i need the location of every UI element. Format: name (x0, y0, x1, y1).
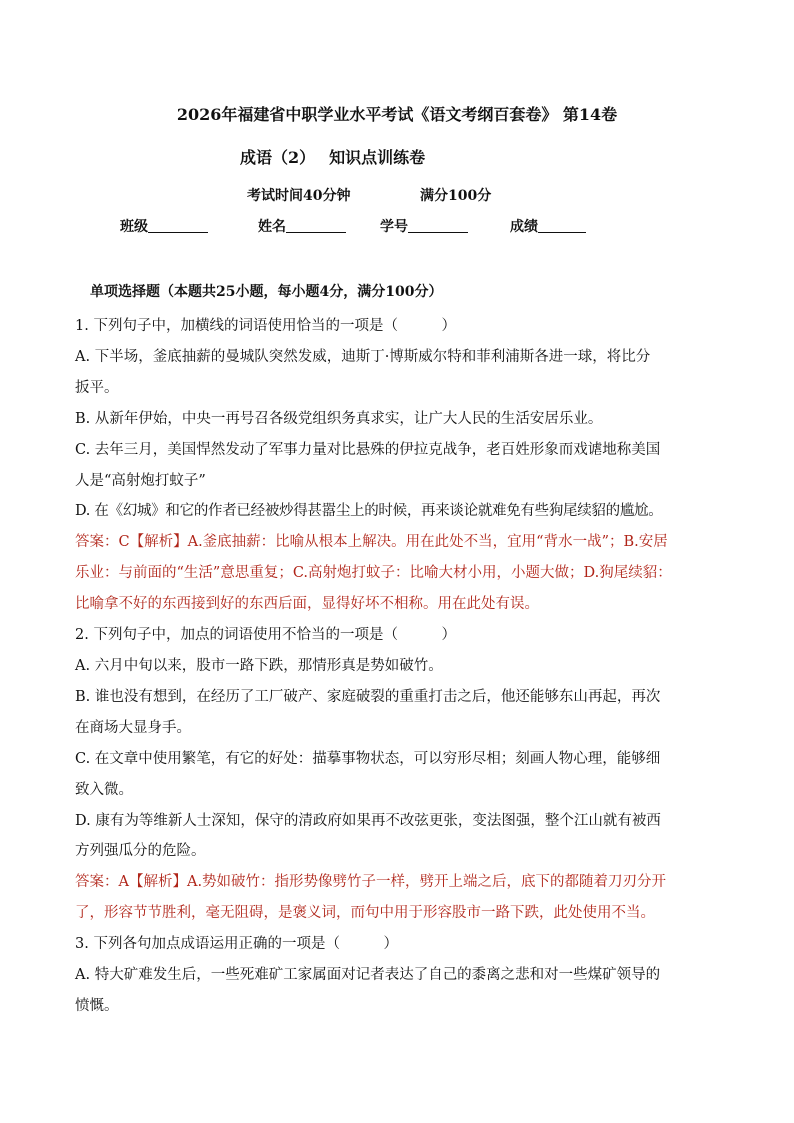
question-list (75, 311, 730, 1022)
subtitle-type: 知识点训练卷 (329, 148, 426, 167)
option-a: A. 下半场，釜底抽薪的曼城队突然发威，迪斯丁·博斯威尔特和菲利浦斯各进一球，将比分 (75, 348, 651, 365)
exam-time: 考试时间40分钟 (247, 188, 351, 204)
question-stem: 2. 下列句子中，加点的词语使用不恰当的一项是（ ） (75, 627, 456, 644)
section-heading: 单项选择题（本题共25小题，每小题4分，满分100分） (90, 284, 443, 300)
exam-title: 2026年福建省中职学业水平考试《语文考纲百套卷》 第14卷 (176, 105, 618, 124)
option-c: C. 去年三月，美国悍然发动了军事力量对比悬殊的伊拉克战争，老百姓形象而戏谑地称美国 (75, 441, 661, 458)
name-label: 姓名 (258, 219, 286, 235)
student-id-field[interactable] (380, 216, 468, 238)
option-a-continued: 愤慨。 (75, 997, 119, 1014)
answer-explanation: 答案：C【解析】A.釜底抽薪：比喻从根本上解决。用在此处不当，宜用“背水一战”；B.安居 (75, 534, 668, 551)
question-stem: 3. 下列各句加点成语运用正确的一项是（ ） (75, 936, 398, 953)
name-field[interactable] (258, 216, 346, 238)
grade-blank[interactable] (538, 216, 586, 233)
question-2 (75, 620, 730, 929)
option-d: D. 康有为等维新人士深知，保守的清政府如果再不改弦更张，变法图强，整个江山就有被西 (75, 812, 661, 829)
option-a: A. 六月中旬以来，股市一路下跌，那情形真是势如破竹。 (75, 657, 443, 674)
option-c-continued: 人是“高射炮打蚊子” (75, 472, 206, 489)
answer-explanation: 答案：A【解析】A.势如破竹：指形势像劈竹子一样，劈开上端之后，底下的都随着刀刃分开 (75, 874, 667, 891)
grade-field[interactable] (510, 216, 586, 238)
name-blank[interactable] (286, 216, 346, 233)
answer-explanation-continued: 比喻拿不好的东西接到好的东西后面，显得好坏不相称。用在此处有误。 (75, 596, 539, 613)
exam-subtitle (240, 146, 425, 170)
question-3 (75, 929, 730, 1022)
question-1 (75, 311, 730, 620)
option-d: D. 在《幻城》和它的作者已经被炒得甚嚣尘上的时候，再来谈论就难免有些狗尾续貂的尴尬。 (75, 503, 663, 520)
subtitle-topic: 成语（2） (240, 148, 316, 167)
student-id-label: 学号 (380, 219, 408, 235)
option-b: B. 谁也没有想到，在经历了工厂破产、家庭破裂的重重打击之后，他还能够东山再起，再次 (75, 688, 661, 705)
class-label: 班级 (120, 219, 148, 235)
question-stem: 1. 下列句子中，加横线的词语使用恰当的一项是（ ） (75, 318, 456, 334)
option-c-continued: 致入微。 (75, 781, 133, 798)
full-score: 满分100分 (420, 188, 492, 204)
class-field[interactable] (120, 216, 208, 238)
class-blank[interactable] (148, 216, 208, 233)
answer-explanation-continued: 乐业：与前面的“生活”意思重复；C.高射炮打蚊子：比喻大材小用，小题大做；D.狗尾续貂： (75, 565, 672, 582)
option-b: B. 从新年伊始，中央一再号召各级党组织务真求实，让广大人民的生活安居乐业。 (75, 410, 603, 427)
option-a: A. 特大矿难发生后，一些死难矿工家属面对记者表达了自己的黍离之悲和对一些煤矿领导的 (75, 967, 661, 984)
option-b-continued: 在商场大显身手。 (75, 719, 191, 736)
option-a-continued: 扳平。 (75, 379, 119, 396)
student-id-blank[interactable] (408, 216, 468, 233)
grade-label: 成绩 (510, 219, 538, 235)
option-d-continued: 方列强瓜分的危险。 (75, 843, 206, 860)
option-c: C. 在文章中使用繁笔，有它的好处：描摹事物状态，可以穷形尽相；刻画人物心理，能够细 (75, 750, 661, 767)
answer-explanation-continued: 了，形容节节胜利，毫无阻碍，是褒义词，而句中用于形容股市一路下跌，此处使用不当。 (75, 905, 655, 922)
